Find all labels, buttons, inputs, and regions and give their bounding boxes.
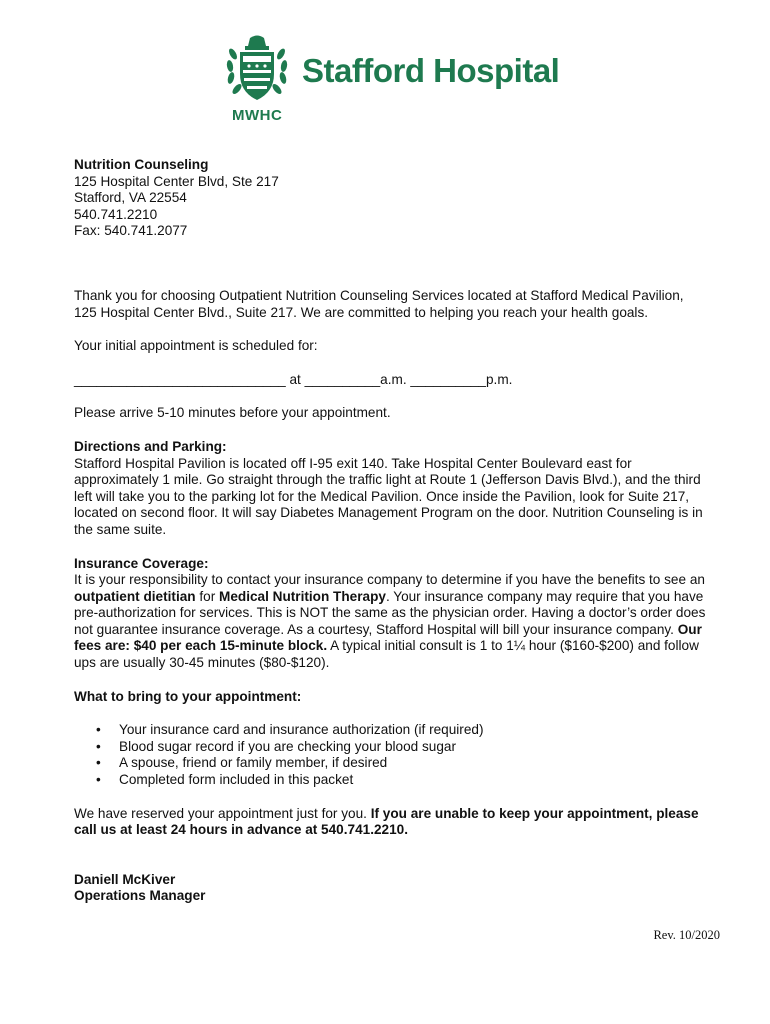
hospital-name: Stafford Hospital [302, 52, 560, 89]
list-item: • Blood sugar record if you are checking your blood sugar [96, 738, 457, 754]
letter-body [74, 157, 724, 905]
signer-name: Daniell McKiver [74, 871, 176, 887]
insurance-heading: Insurance Coverage: [74, 555, 209, 571]
insurance-line [74, 638, 724, 655]
bullet-icon: • [96, 722, 101, 738]
directions-line: located on second floor. It will say Diabetes Management Program on the door. Nutrition Counseling is in [74, 505, 703, 521]
appointment-blank-line: ____________________________ at __________a.m. __________p.m. [74, 371, 513, 387]
insurance-text: . Your insurance company may require that you have [385, 588, 704, 604]
bullet-icon: • [96, 755, 101, 771]
bullet-icon: • [96, 738, 101, 754]
hospital-subname: MWHC [232, 107, 283, 124]
insurance-text: for [195, 588, 220, 604]
intro-line-2: 125 Hospital Center Blvd., Suite 217. We are committed to helping you reach your health goals. [74, 304, 649, 320]
department-name: Nutrition Counseling [74, 157, 209, 172]
hospital-logo [222, 34, 562, 126]
insurance-text: A typical initial consult is 1 to 1¼ hour ($160-$200) and follow [327, 638, 699, 654]
closing-line-1 [74, 806, 724, 823]
hospital-crest-icon [224, 34, 290, 106]
directions-line: Stafford Hospital Pavilion is located off I-95 exit 140. Take Hospital Center Boulevard east for [74, 455, 632, 471]
closing-text: We have reserved your appointment just for you. [74, 805, 371, 821]
phone-number: 540.741.2210 [74, 206, 158, 222]
list-item: • Your insurance card and insurance authorization (if required) [96, 722, 484, 738]
directions-heading: Directions and Parking: [74, 438, 227, 454]
arrive-note: Please arrive 5-10 minutes before your appointment. [74, 405, 391, 421]
directions-line: the same suite. [74, 521, 167, 537]
address-city: Stafford, VA 22554 [74, 190, 187, 206]
insurance-line [74, 589, 724, 606]
insurance-bold-text: outpatient dietitian [74, 588, 196, 604]
fax-number: Fax: 540.741.2077 [74, 223, 188, 239]
bullet-icon: • [96, 772, 101, 788]
insurance-line [74, 622, 724, 639]
signer-title: Operations Manager [74, 888, 206, 904]
list-item: • Completed form included in this packet [96, 772, 354, 788]
appointment-label: Your initial appointment is scheduled for: [74, 338, 318, 354]
address-street: 125 Hospital Center Blvd, Ste 217 [74, 173, 279, 189]
intro-line-1: Thank you for choosing Outpatient Nutrition Counseling Services located at Stafford Medical Pavilion, [74, 287, 684, 303]
insurance-bold-text: Our [677, 621, 702, 637]
insurance-line: ups are usually 30-45 minutes ($80-$120). [74, 655, 330, 671]
closing-line-2: call us at least 24 hours in advance at 540.741.2210. [74, 822, 408, 838]
directions-line: left will take you to the parking lot for the Medical Pavilion. Once inside the Pavilion, look for Suite 217, [74, 488, 690, 504]
bring-list [74, 722, 724, 788]
fees-bold-text: fees are: $40 per each 15-minute block. [74, 638, 328, 654]
directions-line: approximately 1 mile. Go straight through the traffic light at Route 1 (Jefferson Davis Blvd.), and the third [74, 472, 701, 488]
list-item: • A spouse, friend or family member, if desired [96, 755, 388, 771]
insurance-line: pre-authorization for services. This is NOT the same as the physician order. Having a doctor’s order does [74, 605, 706, 621]
insurance-text: not guarantee insurance coverage. As a courtesy, Stafford Hospital will bill your insurance company. [74, 621, 678, 637]
closing-bold-text: If you are unable to keep your appointment, please [370, 805, 699, 821]
insurance-bold-text: Medical Nutrition Therapy [219, 588, 386, 604]
revision-note: Rev. 10/2020 [653, 928, 720, 942]
bring-heading: What to bring to your appointment: [74, 688, 302, 704]
insurance-line: It is your responsibility to contact your insurance company to determine if you have the benefits to see an [74, 572, 705, 588]
